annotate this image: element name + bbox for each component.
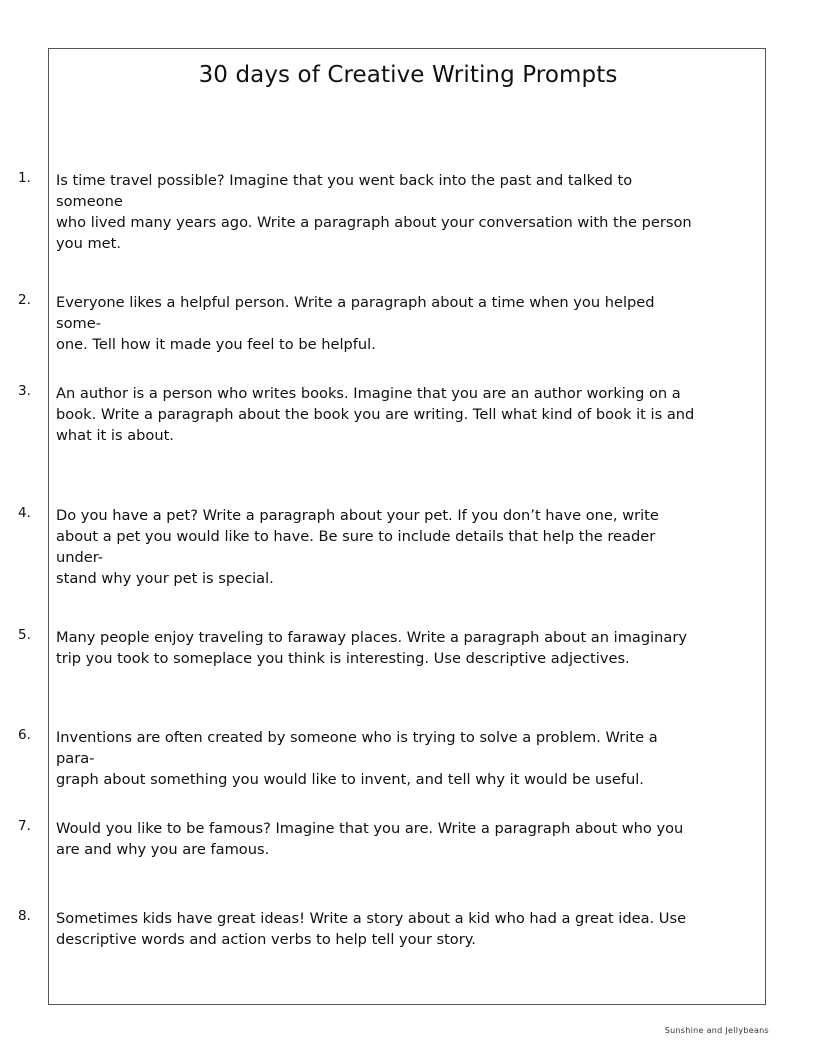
prompt-number: 1. [18, 170, 31, 186]
prompt-text: Do you have a pet? Write a paragraph about your pet. If you don’t have one, write about a pet you would like to have. Be sure to include details that help the reader under- stand why your pet is special. [56, 507, 659, 587]
prompt-text: An author is a person who writes books. Imagine that you are an author working on a book. Write a paragraph about the book you are writing. Tell what kind of book it is and what it is about. [56, 385, 695, 444]
footer-credit: Sunshine and Jellybeans [664, 1026, 769, 1035]
prompt-number: 5. [18, 627, 31, 643]
prompt-number: 8. [18, 908, 31, 924]
prompt-text: Would you like to be famous? Imagine that you are. Write a paragraph about who you are and why you are famous. [56, 820, 684, 858]
prompt-number: 2. [18, 292, 31, 308]
prompt-number: 6. [18, 727, 31, 743]
prompt-text: Inventions are often created by someone who is trying to solve a problem. Write a para- graph about something you would like to invent, and tell why it would be useful. [56, 729, 658, 788]
prompt-text: Sometimes kids have great ideas! Write a story about a kid who had a great idea. Use descriptive words and action verbs to help tell your story. [56, 910, 687, 948]
prompt-text: Is time travel possible? Imagine that you went back into the past and talked to someone who lived many years ago. Write a paragraph about your conversation with the person you met. [56, 172, 692, 252]
page-title: 30 days of Creative Writing Prompts [198, 62, 618, 88]
prompt-text: Many people enjoy traveling to faraway places. Write a paragraph about an imaginary trip you took to someplace you think is interesting. Use descriptive adjectives. [56, 629, 688, 667]
prompt-number: 4. [18, 505, 31, 521]
prompt-number: 3. [18, 383, 31, 399]
prompt-text: Everyone likes a helpful person. Write a paragraph about a time when you helped some- one. Tell how it made you feel to be helpful. [56, 294, 655, 353]
prompt-number: 7. [18, 818, 31, 834]
